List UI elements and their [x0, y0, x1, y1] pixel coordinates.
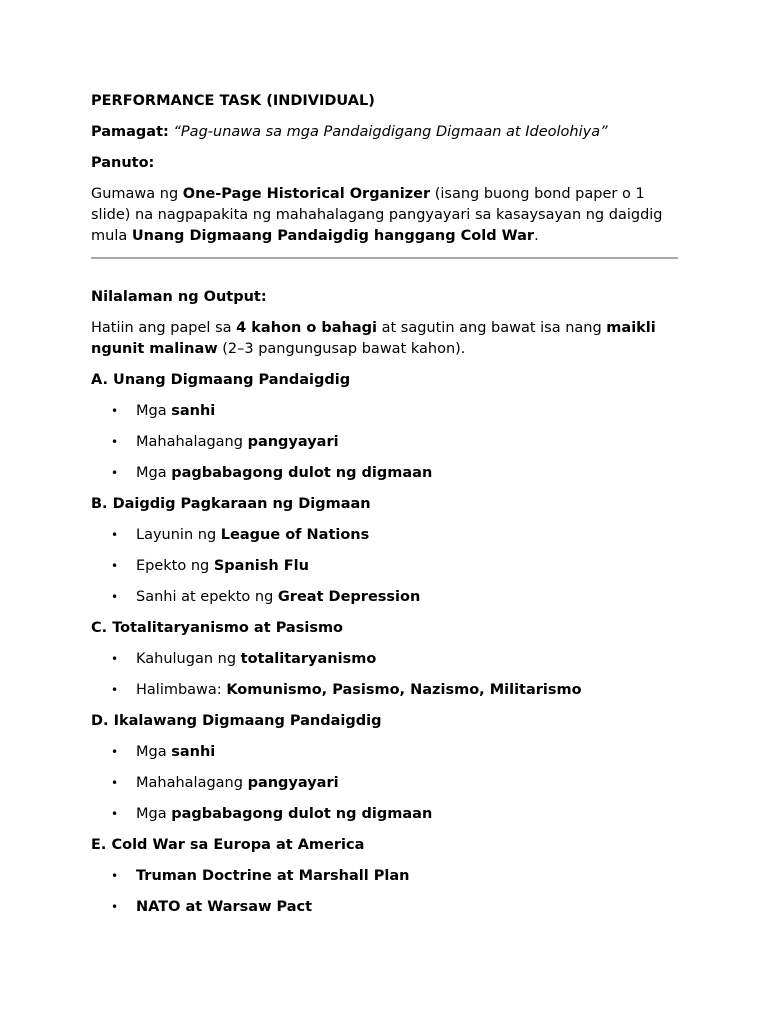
section-list-a	[91, 401, 681, 484]
item-bold: League of Nations	[220, 527, 370, 543]
list-item	[91, 401, 681, 422]
section-heading-b: B. Daigdig Pagkaraan ng Digmaan	[91, 496, 371, 512]
item-bold: Spanish Flu	[213, 558, 309, 574]
bullet-icon: •	[111, 900, 119, 914]
section-heading-e: E. Cold War sa Europa at America	[91, 837, 365, 853]
list-item	[91, 463, 681, 484]
document-title: PERFORMANCE TASK (INDIVIDUAL)	[91, 93, 375, 109]
bullet-icon: •	[111, 807, 119, 821]
bullet-icon: •	[111, 466, 119, 480]
list-item	[91, 556, 681, 577]
item-bold: pagbabagong dulot ng digmaan	[171, 806, 433, 822]
list-item	[91, 587, 681, 608]
item-bold: totalitaryanismo	[240, 651, 377, 667]
list-item	[91, 525, 681, 546]
bullet-icon: •	[111, 869, 119, 883]
bullet-icon: •	[111, 559, 119, 573]
item-bold: Komunismo, Pasismo, Nazismo, Militarismo	[226, 682, 582, 698]
item-bold: pangyayari	[247, 434, 339, 450]
section-list-b	[91, 525, 681, 608]
panuto-text-2: (isang buong bond paper o 1 slide) na nagpapakita ng mahahalagang pangyayari sa kasaysayan ng daigdig mula	[91, 186, 663, 244]
bullet-icon: •	[111, 404, 119, 418]
section-heading-d: D. Ikalawang Digmaang Pandaigdig	[91, 713, 382, 729]
panuto-bold-2: Unang Digmaang Pandaigdig hanggang Cold War	[131, 228, 535, 244]
list-item	[91, 866, 681, 887]
item-text: Mahahalagang	[136, 434, 248, 450]
section-list-d	[91, 742, 681, 825]
list-item	[91, 897, 681, 918]
nilalaman-bold-2: maikli ngunit malinaw	[91, 320, 656, 357]
panuto-bold-1: One-Page Historical Organizer	[182, 186, 431, 202]
nilalaman-text-2: at sagutin ang bawat isa nang	[376, 320, 607, 336]
nilalaman-label: Nilalaman ng Output:	[91, 289, 267, 305]
list-item	[91, 804, 681, 825]
list-item	[91, 649, 681, 670]
item-bold: NATO at Warsaw Pact	[136, 899, 313, 915]
item-text: Mahahalagang	[136, 775, 248, 791]
nilalaman-text-1: Hatiin ang papel sa	[91, 320, 237, 336]
item-text: Mga	[136, 403, 172, 419]
list-item	[91, 432, 681, 453]
item-bold: sanhi	[171, 403, 216, 419]
panuto-text-1: Gumawa ng	[91, 186, 183, 202]
pamagat-line	[91, 122, 681, 143]
panuto-label: Panuto:	[91, 155, 155, 171]
item-text: Kahulugan ng	[136, 651, 241, 667]
pamagat-value: “Pag-unawa sa mga Pandaigdigang Digmaan at Ideolohiya”	[173, 124, 608, 140]
document-page	[91, 91, 681, 928]
horizontal-divider	[91, 257, 678, 259]
item-bold: sanhi	[171, 744, 216, 760]
item-bold: pangyayari	[247, 775, 339, 791]
bullet-icon: •	[111, 745, 119, 759]
bullet-icon: •	[111, 652, 119, 666]
item-text: Halimbawa:	[136, 682, 227, 698]
bullet-icon: •	[111, 776, 119, 790]
pamagat-label: Pamagat:	[91, 124, 169, 140]
list-item	[91, 742, 681, 763]
item-text: Mga	[136, 465, 172, 481]
item-text: Layunin ng	[136, 527, 221, 543]
item-text: Mga	[136, 744, 172, 760]
list-item	[91, 680, 681, 701]
panuto-text-3: .	[534, 228, 539, 244]
section-list-c	[91, 649, 681, 701]
nilalaman-paragraph	[91, 318, 681, 360]
item-bold: Truman Doctrine at Marshall Plan	[136, 868, 410, 884]
section-list-e	[91, 866, 681, 918]
bullet-icon: •	[111, 435, 119, 449]
item-text: Epekto ng	[136, 558, 214, 574]
nilalaman-text-3: (2–3 pangungusap bawat kahon).	[217, 341, 466, 357]
item-text: Mga	[136, 806, 172, 822]
list-item	[91, 773, 681, 794]
section-heading-a: A. Unang Digmaang Pandaigdig	[91, 372, 351, 388]
item-bold: pagbabagong dulot ng digmaan	[171, 465, 433, 481]
panuto-paragraph	[91, 184, 681, 247]
item-bold: Great Depression	[277, 589, 421, 605]
item-text: Sanhi at epekto ng	[136, 589, 278, 605]
bullet-icon: •	[111, 683, 119, 697]
nilalaman-bold-1: 4 kahon o bahagi	[236, 320, 377, 336]
bullet-icon: •	[111, 528, 119, 542]
section-heading-c: C. Totalitaryanismo at Pasismo	[91, 620, 344, 636]
bullet-icon: •	[111, 590, 119, 604]
